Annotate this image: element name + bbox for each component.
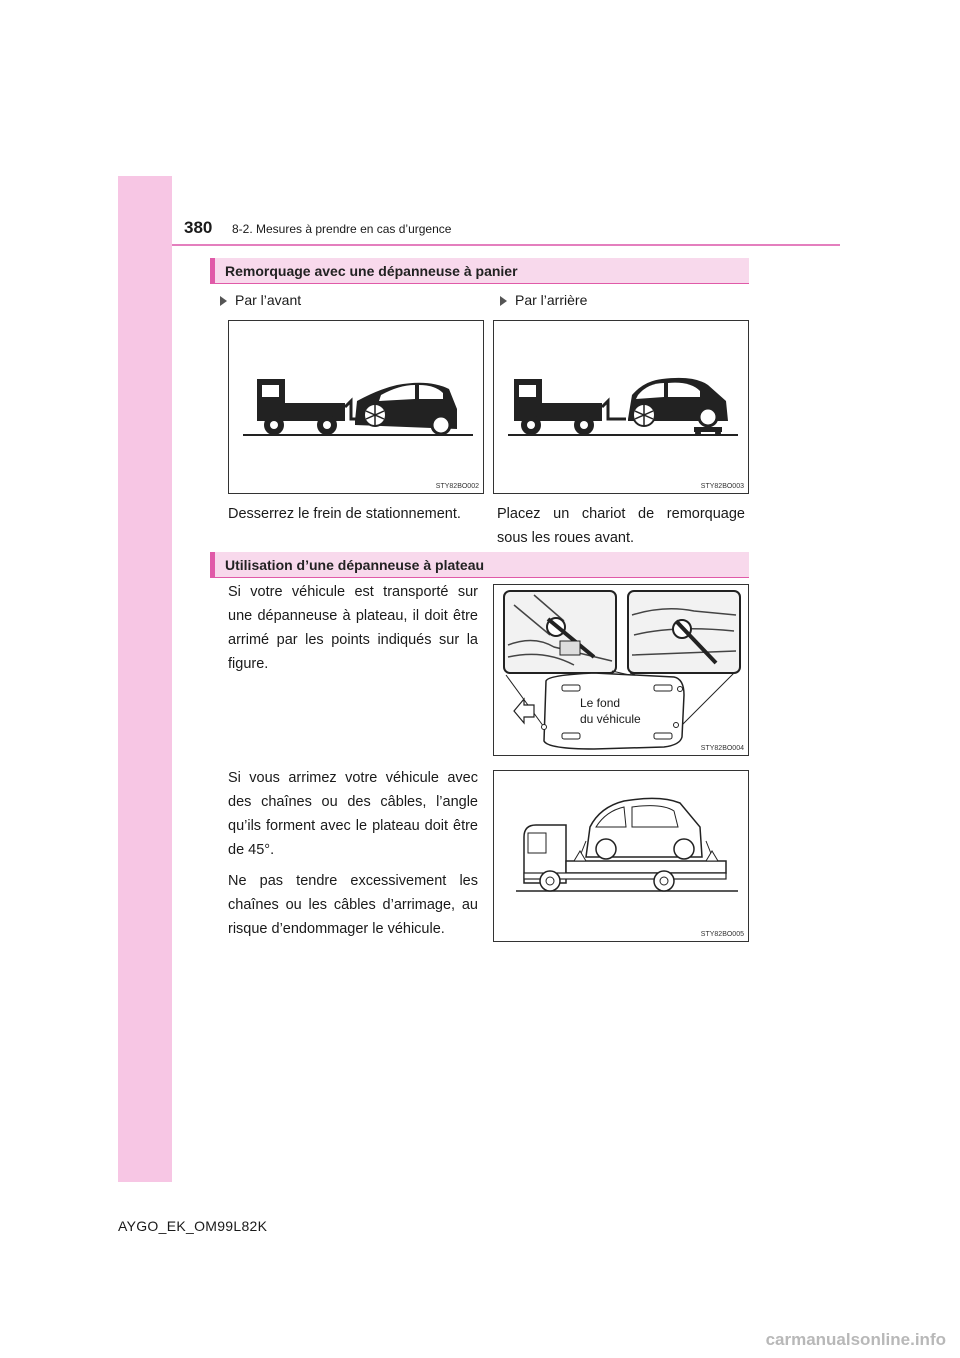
flatbed-text-2 (228, 766, 478, 948)
figure-rear-tow (493, 320, 749, 494)
figure-tie-down-points (493, 584, 749, 756)
caption-rear: Par l’arrière (500, 292, 587, 308)
section-heading-flatbed (210, 552, 749, 578)
paragraph: Ne pas tendre excessivement les chaînes ou les câbles d’arrimage, au risque d’endommager le véhicule. (228, 873, 478, 937)
tow-truck-front-illustration (229, 321, 483, 493)
paragraph: Si vous arrimez votre véhicule avec des chaînes ou des câbles, l’angle qu’ils forment avec le plateau doit être de 45°. (228, 770, 478, 858)
caption-front: Par l’avant (220, 292, 301, 308)
figure-code: STY82BO004 (700, 745, 744, 752)
flatbed-truck-illustration (494, 771, 748, 941)
header-rule (172, 244, 840, 246)
figure-code: STY82BO002 (435, 483, 479, 490)
side-tab (118, 176, 172, 1182)
figure-code: STY82BO003 (700, 483, 744, 490)
flatbed-text-1 (228, 580, 478, 683)
section-heading-dolly (210, 258, 749, 284)
section-title: Utilisation d’une dépanneuse à plateau (225, 557, 485, 573)
underbody-label: Le fond du véhicule (580, 696, 641, 726)
figure-front-tow (228, 320, 484, 494)
figure-code: STY82BO005 (700, 931, 744, 938)
rear-tow-instruction: Placez un chariot de remorquage sous les roues avant. (497, 506, 745, 546)
tow-truck-rear-illustration (494, 321, 748, 493)
page-number: 380 (184, 218, 213, 237)
tie-down-points-illustration (494, 585, 748, 755)
triangle-bullet-icon (500, 296, 507, 306)
watermark: carmanualsonline.info (765, 1330, 946, 1349)
figure-flatbed-truck (493, 770, 749, 942)
front-tow-instruction: Desserrez le frein de stationnement. (228, 506, 461, 522)
triangle-bullet-icon (220, 296, 227, 306)
section-title: Remorquage avec une dépanneuse à panier (225, 263, 518, 279)
paragraph: Si votre véhicule est transporté sur une dépanneuse à plateau, il doit être arrimé par les points indiqués sur la figure. (228, 584, 478, 672)
running-title: 8-2. Mesures à prendre en cas d’urgence (232, 222, 452, 236)
model-code: AYGO_EK_OM99L82K (118, 1218, 268, 1234)
